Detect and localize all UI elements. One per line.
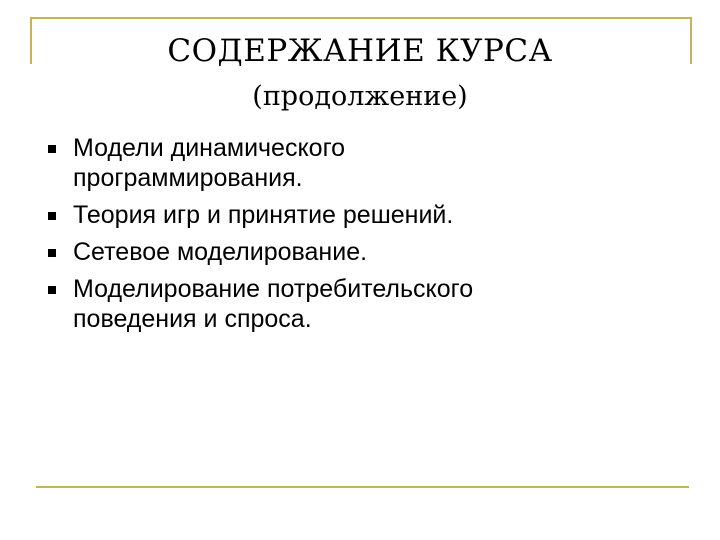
frame-right-line bbox=[690, 17, 692, 64]
list-item bbox=[48, 200, 668, 230]
list-item-text-continued: программирования. bbox=[73, 164, 303, 192]
square-bullet-icon bbox=[48, 286, 56, 294]
bullet-list bbox=[48, 133, 668, 341]
title-main: СОДЕРЖАНИЕ КУРСА bbox=[167, 33, 553, 69]
list-item-text: Сетевое моделирование. bbox=[73, 238, 368, 266]
frame-top-line bbox=[30, 17, 692, 19]
list-item bbox=[48, 133, 668, 193]
square-bullet-icon bbox=[48, 249, 56, 257]
list-item-text: Моделирование потребительского bbox=[73, 275, 474, 303]
frame-left-line bbox=[30, 17, 32, 64]
frame-bottom-line bbox=[36, 486, 689, 488]
list-item-text: Теория игр и принятие решений. bbox=[73, 201, 454, 229]
slide-title bbox=[60, 30, 660, 118]
square-bullet-icon bbox=[48, 212, 56, 220]
list-item bbox=[48, 274, 668, 334]
square-bullet-icon bbox=[48, 145, 56, 153]
list-item bbox=[48, 237, 668, 267]
list-item-text: Модели динамического bbox=[73, 134, 346, 162]
list-item-text-continued: поведения и спроса. bbox=[73, 305, 312, 333]
title-subtitle: (продолжение) bbox=[252, 81, 468, 112]
